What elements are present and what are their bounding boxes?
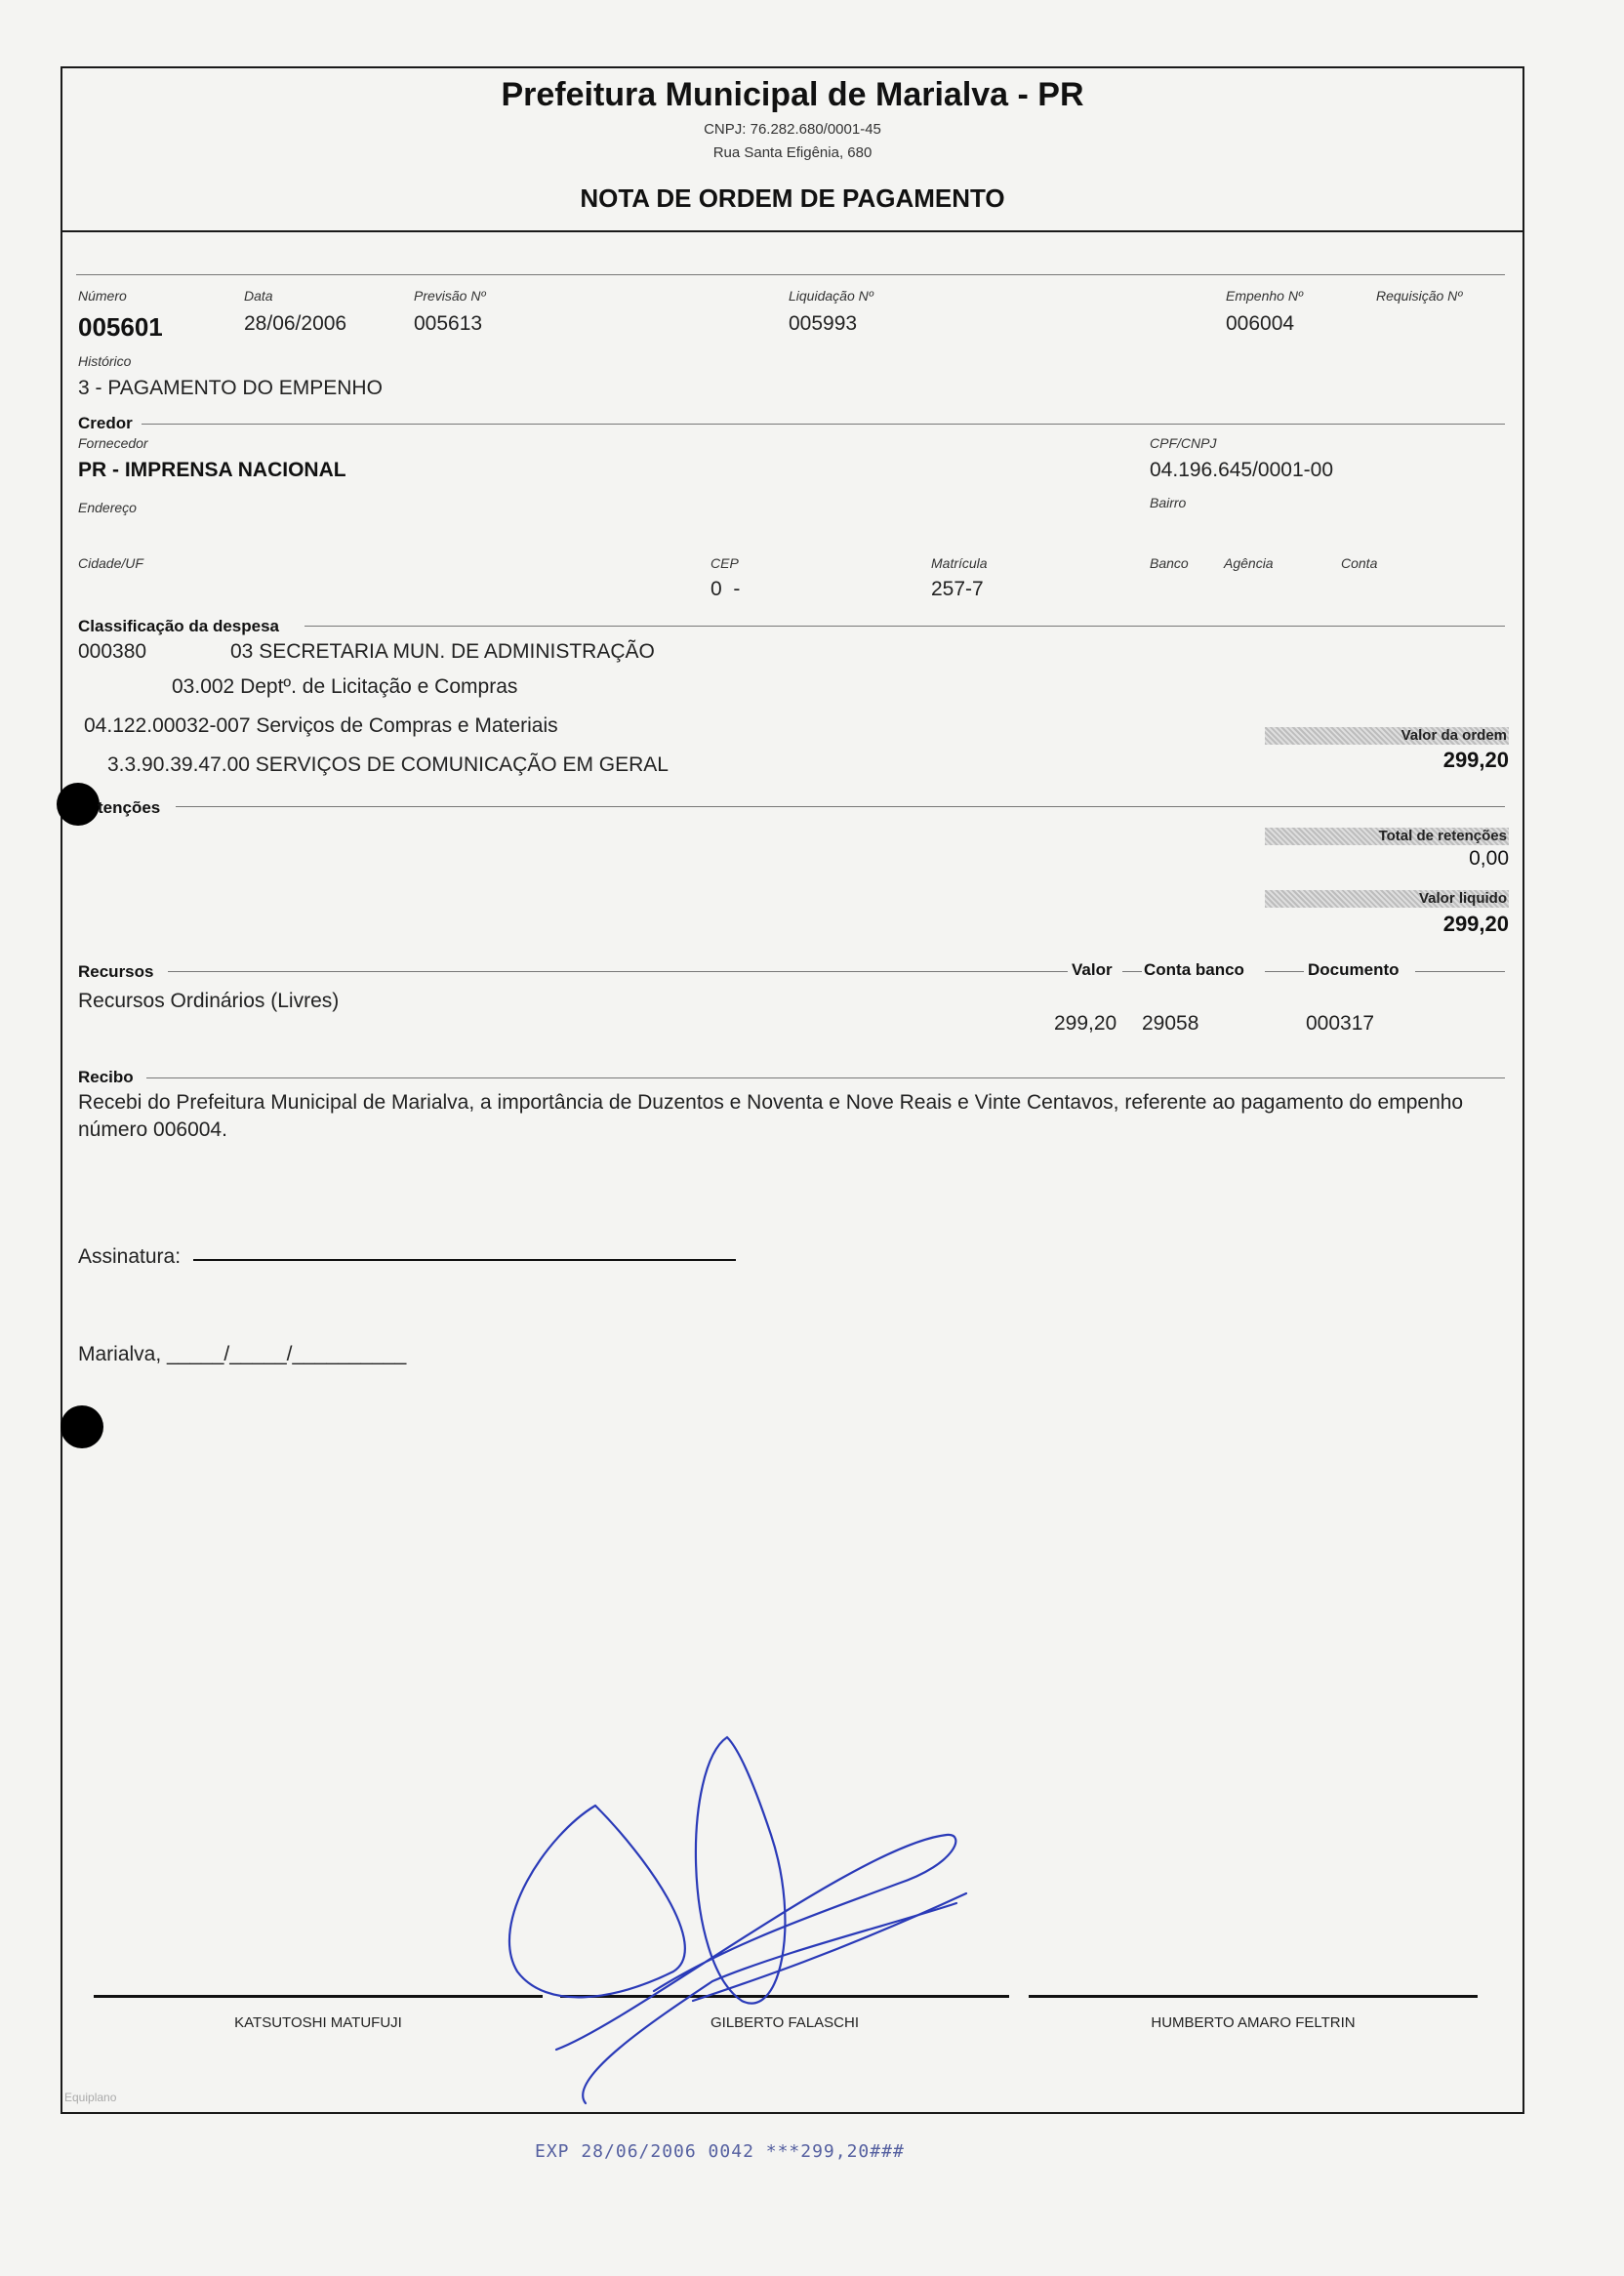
recursos-rule-4 (1415, 971, 1505, 972)
recibo-rule (146, 1077, 1505, 1078)
signature-line (94, 1995, 543, 1998)
conta-label: Conta (1341, 555, 1378, 571)
cpf-label: CPF/CNPJ (1150, 435, 1217, 451)
endereco-label: Endereço (78, 500, 137, 515)
recursos-conta-label: Conta banco (1144, 960, 1244, 979)
signatory-name: KATSUTOSHI MATUFUJI (234, 2014, 402, 2031)
retencoes-title: tenções (98, 798, 161, 817)
valor-ordem-value: 299,20 (1442, 748, 1509, 772)
liquidacao-label: Liquidação Nº (789, 288, 873, 304)
system-name: Equiplano (64, 2091, 117, 2104)
matricula-label: Matrícula (931, 555, 988, 571)
recursos-desc: Recursos Ordinários (Livres) (78, 990, 340, 1012)
recursos-rule-3 (1265, 971, 1304, 972)
assinatura-line (193, 1259, 736, 1261)
classificacao-elemento: 3.3.90.39.47.00 SERVIÇOS DE COMUNICAÇÃO EM GERAL (107, 753, 669, 776)
recursos-doc-label: Documento (1308, 960, 1400, 979)
data-label: Data (244, 288, 273, 304)
cep-label: CEP (710, 555, 739, 571)
liquidacao-value: 005993 (789, 312, 858, 335)
empenho-label: Empenho Nº (1226, 288, 1304, 304)
requisicao-label: Requisição Nº (1376, 288, 1463, 304)
recursos-valor: 299,20 (1054, 1012, 1117, 1035)
classificacao-orgao: 03 SECRETARIA MUN. DE ADMINISTRAÇÃO (230, 640, 655, 663)
recursos-valor-label: Valor (1072, 960, 1113, 979)
credor-rule (142, 424, 1505, 425)
valor-liquido-label: Valor liquido (1265, 890, 1509, 908)
cpf-value: 04.196.645/0001-00 (1150, 459, 1334, 481)
valor-ordem-label: Valor da ordem (1265, 727, 1509, 745)
classificacao-title: Classificação da despesa (78, 617, 280, 635)
cidade-label: Cidade/UF (78, 555, 143, 571)
total-retencoes-value: 0,00 (1469, 847, 1509, 870)
signature-line (1029, 1995, 1478, 1998)
classificacao-rule (304, 626, 1505, 627)
org-name: Prefeitura Municipal de Marialva - PR (501, 76, 1084, 113)
total-retencoes-label: Total de retenções (1265, 828, 1509, 845)
punch-hole (57, 783, 100, 826)
numero-label: Número (78, 288, 127, 304)
document-title: NOTA DE ORDEM DE PAGAMENTO (580, 183, 1005, 213)
org-address: Rua Santa Efigênia, 680 (712, 144, 873, 161)
recursos-documento: 000317 (1306, 1012, 1375, 1035)
matricula-value: 257-7 (931, 578, 984, 600)
empenho-value: 006004 (1226, 312, 1295, 335)
fornecedor-value: PR - IMPRENSA NACIONAL (78, 459, 346, 481)
punch-hole (61, 1405, 103, 1448)
banco-label: Banco (1150, 555, 1189, 571)
recursos-rule-2 (1122, 971, 1142, 972)
signatory-name: GILBERTO FALASCHI (710, 2014, 859, 2031)
cep-value: 0 - (710, 578, 741, 600)
bairro-label: Bairro (1150, 495, 1187, 510)
assinatura-label: Assinatura: (78, 1245, 182, 1268)
recursos-title: Recursos (78, 962, 154, 981)
recibo-text: Recebi do Prefeitura Municipal de Marialva, a importância de Duzentos e Noventa e Nove Reais e Vinte Centavos, referente ao pagamento do empenho número 006004. (78, 1091, 1464, 1141)
local-data: Marialva, _____/_____/__________ (78, 1343, 407, 1365)
fornecedor-label: Fornecedor (78, 435, 148, 451)
agencia-label: Agência (1224, 555, 1274, 571)
historico-value: 3 - PAGAMENTO DO EMPENHO (78, 377, 383, 399)
valor-liquido-value: 299,20 (1442, 912, 1509, 936)
org-cnpj: CNPJ: 76.282.680/0001-45 (704, 121, 881, 138)
handwritten-signature (488, 1727, 995, 2118)
classificacao-funcional: 04.122.00032-007 Serviços de Compras e Materiais (84, 714, 558, 737)
previsao-value: 005613 (414, 312, 483, 335)
classificacao-code: 000380 (78, 640, 147, 663)
signatory-name: HUMBERTO AMARO FELTRIN (1151, 2014, 1356, 2031)
recursos-rule-1 (168, 971, 1068, 972)
classificacao-unidade: 03.002 Deptº. de Licitação e Compras (172, 675, 518, 698)
numero-value: 005601 (78, 312, 163, 342)
historico-label: Histórico (78, 353, 132, 369)
recibo-title: Recibo (78, 1068, 134, 1086)
info-rule (76, 274, 1505, 275)
retencoes-rule (176, 806, 1505, 807)
header-divider (61, 230, 1524, 232)
data-value: 28/06/2006 (244, 312, 347, 335)
bank-stamp: EXP 28/06/2006 0042 ***299,20### (535, 2141, 905, 2162)
previsao-label: Previsão Nº (414, 288, 486, 304)
credor-title: Credor (78, 414, 133, 432)
recursos-conta: 29058 (1142, 1012, 1199, 1035)
